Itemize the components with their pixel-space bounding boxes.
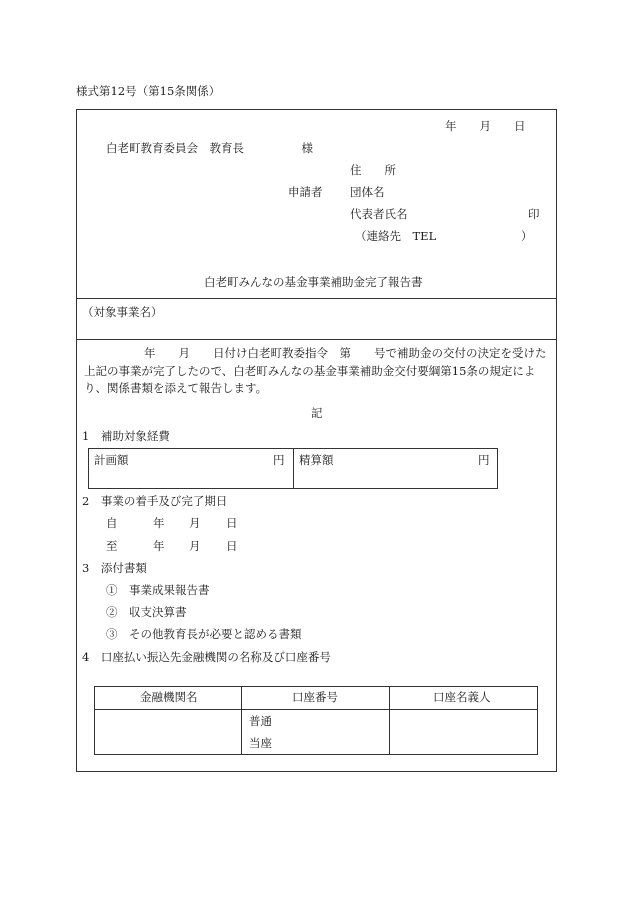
account-holder-header: 口座名義人	[433, 690, 491, 704]
group-label: 団体名	[350, 185, 385, 199]
address-label: 住 所	[350, 163, 396, 177]
account-number-header: 口座番号	[292, 690, 338, 704]
planned-yen: 円	[273, 453, 285, 467]
account-type-ordinary: 普通	[249, 714, 272, 728]
end-label: 至	[106, 539, 118, 553]
account-type-checking: 当座	[249, 736, 272, 750]
attachment-1: ① 事業成果報告書	[106, 583, 210, 597]
bank-table-col-divider-2	[389, 686, 390, 755]
project-divider	[76, 339, 557, 340]
attachment-3: ③ その他教育長が必要と認める書類	[106, 627, 302, 641]
start-month: 月	[189, 516, 201, 530]
end-month: 月	[189, 539, 201, 553]
bank-name-header: 金融機関名	[140, 690, 198, 704]
start-day: 日	[226, 516, 238, 530]
report-body	[84, 345, 554, 398]
section-3-heading: 3 添付書類	[82, 561, 147, 575]
bank-table-header-rule	[94, 709, 538, 710]
settled-yen: 円	[478, 453, 490, 467]
bank-table-col-divider-1	[241, 686, 242, 755]
start-year: 年	[153, 516, 165, 530]
addressee: 白老町教育委員会 教育長 様	[106, 141, 313, 155]
report-body-text: 年 月 日付け白老町教委指令 第 号で補助金の交付の決定を受けた上記の事業が完了したので、白老町みんなの基金事業補助金交付要綱第15条の規定により、関係書類を添えて報告します。	[84, 346, 547, 395]
ki-heading: 記	[311, 406, 323, 420]
seal-mark: 印	[528, 207, 540, 221]
section-1-heading: 1 補助対象経費	[82, 429, 170, 443]
start-label: 自	[106, 516, 118, 530]
section-2-heading: 2 事業の着手及び完了期日	[82, 494, 228, 508]
applicant-label: 申請者	[288, 185, 323, 199]
settled-amount-label: 精算額	[299, 453, 334, 467]
contact-label: （連絡先 TEL	[355, 229, 437, 243]
document-title: 白老町みんなの基金事業補助金完了報告書	[204, 275, 423, 289]
attachment-2: ② 収支決算書	[106, 605, 187, 619]
end-year: 年	[153, 539, 165, 553]
section-4-heading: 4 口座払い振込先金融機関の名称及び口座番号	[82, 650, 331, 664]
expense-table-divider	[293, 448, 294, 489]
contact-close: ）	[521, 229, 533, 243]
form-id: 様式第12号（第15条関係）	[76, 84, 221, 98]
representative-label: 代表者氏名	[350, 207, 408, 221]
date-line[interactable]: 年 月 日	[445, 119, 526, 133]
target-project-label: （対象事業名）	[82, 305, 163, 319]
planned-amount-label: 計画額	[94, 453, 129, 467]
end-day: 日	[226, 539, 238, 553]
title-divider	[76, 298, 557, 299]
